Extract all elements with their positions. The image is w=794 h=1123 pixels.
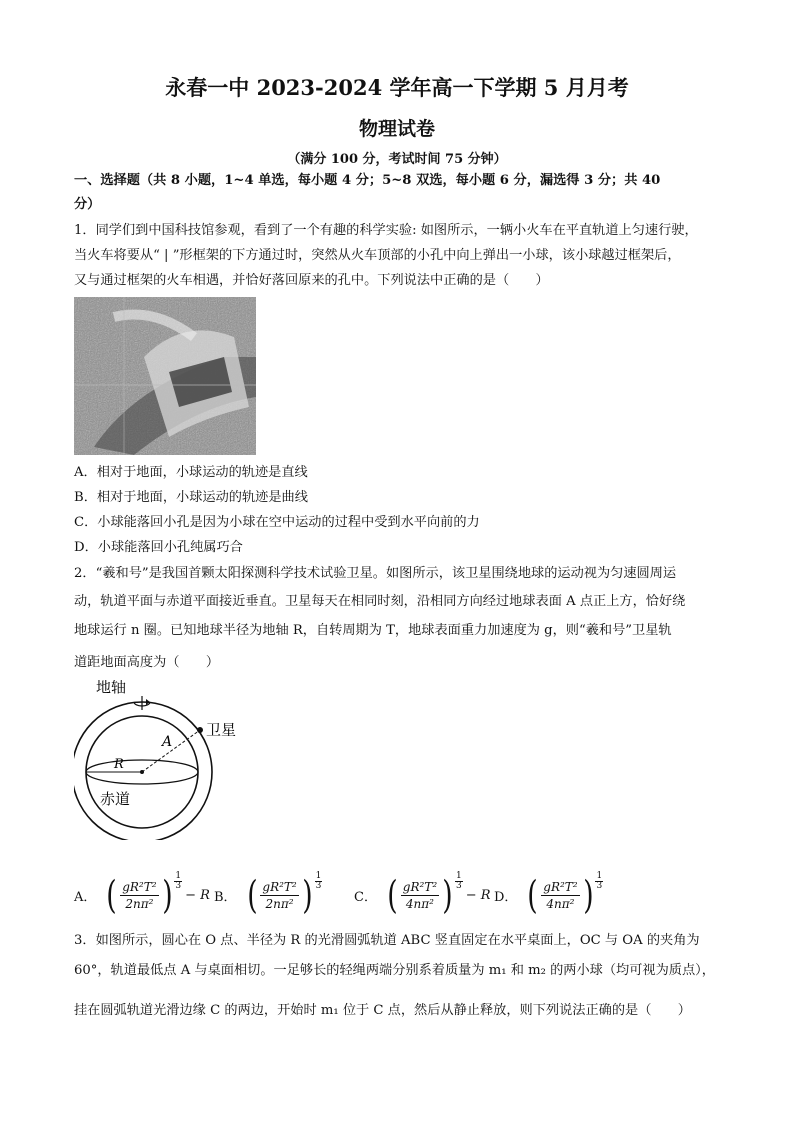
q2-option-d: D． ( $\frac{\text{gR²T²}}{\text{4nπ²}}$ ) 1 3: [494, 870, 603, 917]
q2-options: [74, 870, 714, 920]
q1-text-line1: 1．同学们到中国科技馆参观，看到了一个有趣的科学实验: 如图所示，一辆小火车在平直轨道上匀速行驶，: [74, 223, 698, 238]
q3-text-line3: 挂在圆弧轨道光滑边缘 C 的两边，开始时 m₁ 位于 C 点，然后从静止释放，则下列说法正确的是（ ）: [74, 1003, 691, 1018]
q1-option-a: A．相对于地面，小球运动的轨迹是直线: [74, 465, 308, 480]
q3-text-line1: 3．如图所示，圆心在 O 点、半径为 R 的光滑圆弧轨道 ABC 竖直固定在水平桌面上，OC 与 OA 的夹角为: [74, 933, 700, 948]
q1-option-d: D．小球能落回小孔纯属巧合: [74, 540, 243, 555]
earth-satellite-diagram: [74, 680, 254, 840]
q2-text-line1: 2．“羲和号”是我国首颗太阳探测科学技术试验卫星。如图所示，该卫星围绕地球的运动视为匀速圆周运: [74, 566, 677, 581]
q1-option-b: B．相对于地面，小球运动的轨迹是曲线: [74, 490, 308, 505]
train-photo: [74, 297, 256, 455]
exam-subject: 物理试卷: [358, 118, 435, 140]
q2-text-line3: 地球运行 n 圈。已知地球半径为地轴 R，自转周期为 T，地球表面重力加速度为 g，则“羲和号”卫星轨: [74, 623, 672, 638]
q1-text-line3: 又与通过框架的火车相遇，并恰好落回原来的孔中。下列说法中正确的是（ ）: [74, 273, 549, 288]
label-equator: 赤道: [100, 790, 131, 808]
exam-title: 永春一中 2023-2024 学年高一下学期 5 月月考: [165, 75, 629, 100]
q1-option-c: C．小球能落回小孔是因为小球在空中运动的过程中受到水平向前的力: [74, 515, 480, 530]
label-axis: 地轴: [96, 680, 127, 696]
q3-text-line2: 60°，轨道最低点 A 与桌面相切。一足够长的轻绳两端分别系着质量为 m₁ 和 m₂ 的两小球（均可视为质点），: [74, 963, 715, 978]
q2-option-a: A． ( $\frac{\text{gR²T²}}{\text{2nπ²}}$ ) 1 3 − R: [74, 870, 210, 917]
label-point-a: A: [162, 734, 173, 750]
section-heading-cont: 分）: [74, 197, 101, 212]
q1-text-line2: 当火车将要从“ | ”形框架的下方通过时，突然从火车顶部的小孔中向上弹出一小球，该小球越过框架后，: [74, 248, 681, 263]
label-satellite: 卫星: [206, 721, 237, 739]
section-heading: 一、选择题（共 8 小题，1~4 单选，每小题 4 分；5~8 双选，每小题 6 分，漏选得 3 分；共 40: [74, 173, 661, 188]
exam-note: （满分 100 分，考试时间 75 分钟）: [287, 152, 507, 167]
q2-text-line4: 道距地面高度为（ ）: [74, 655, 220, 670]
q2-text-line2: 动，轨道平面与赤道平面接近垂直。卫星每天在相同时刻，沿相同方向经过地球表面 A 点正上方，恰好绕: [74, 594, 686, 609]
q2-option-c: C． ( $\frac{\text{gR²T²}}{\text{4nπ²}}$ ) 1 3 − R: [354, 870, 491, 917]
label-radius: R: [114, 757, 124, 772]
q2-option-b: B． ( $\frac{\text{gR²T²}}{\text{2nπ²}}$ ) 1 3: [214, 870, 322, 917]
